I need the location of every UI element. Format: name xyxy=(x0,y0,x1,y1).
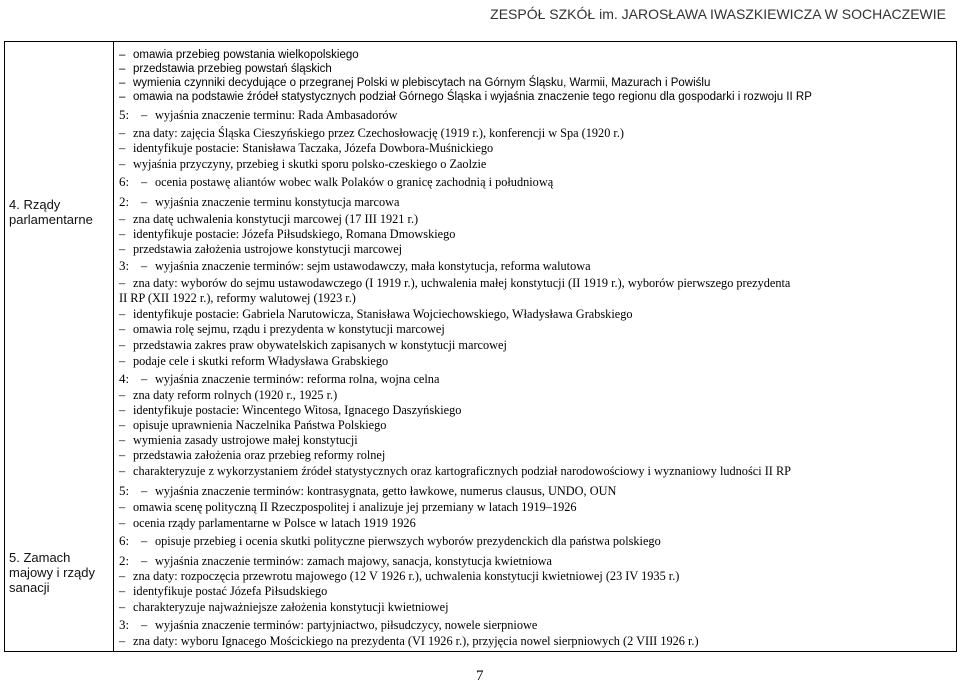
level-number: 4: xyxy=(119,371,130,386)
page-number: 7 xyxy=(476,668,484,684)
requirement-line xyxy=(119,322,445,336)
topic-4-line: 4. Rządy xyxy=(9,197,61,212)
requirement-text: omawia na podstawie źródeł statystycznych podział Górnego Śląska i wyjaśnia znaczenie tego regionu dla gospodarki i rozwoju II RP xyxy=(133,91,812,103)
dash-bullet: – xyxy=(119,227,126,241)
dash-bullet: – xyxy=(119,584,126,598)
topic-column xyxy=(5,42,114,652)
requirement-line xyxy=(119,276,790,290)
requirement-text: przedstawia założenia ustrojowe konstytucji marcowej xyxy=(133,242,403,256)
requirement-line xyxy=(119,600,448,614)
requirement-line xyxy=(119,569,679,583)
requirement-line xyxy=(119,307,633,321)
requirement-line xyxy=(119,157,486,171)
dash-bullet: – xyxy=(119,448,126,462)
dash-bullet: – xyxy=(141,195,148,209)
level-number: 6: xyxy=(119,533,130,548)
dash-bullet: – xyxy=(119,464,126,478)
school-header: ZESPÓŁ SZKÓŁ im. JAROSŁAWA IWASZKIEWICZA W SOCHACZEWIE xyxy=(490,6,946,22)
requirement-text: zna daty: zajęcia Śląska Cieszyńskiego przez Czechosłowację (1919 r.), konferencji w Spa (1920 r.) xyxy=(133,126,625,140)
dash-bullet: – xyxy=(141,554,148,568)
requirement-line xyxy=(119,126,624,140)
topic-4-line: parlamentarne xyxy=(9,212,93,227)
dash-bullet: – xyxy=(119,157,126,171)
dash-bullet: – xyxy=(119,338,126,352)
requirement-text: omawia rolę sejmu, rządu i prezydenta w konstytucji marcowej xyxy=(133,322,445,336)
level-number: 2: xyxy=(119,553,130,568)
requirement-text: wyjaśnia znaczenie terminu: Rada Ambasadorów xyxy=(155,108,398,122)
dash-bullet: – xyxy=(141,372,148,386)
topic-5-line: sanacji xyxy=(9,580,50,595)
requirement-line xyxy=(119,175,553,189)
dash-bullet: – xyxy=(141,484,148,498)
requirement-line xyxy=(119,62,332,76)
requirement-line xyxy=(119,554,552,568)
level-number: 2: xyxy=(119,194,130,209)
requirement-line xyxy=(119,48,359,62)
dash-bullet: – xyxy=(119,307,126,321)
requirement-text: identyfikuje postacie: Stanisława Taczaka, Józefa Dowbora-Muśnickiego xyxy=(133,141,494,155)
requirement-line xyxy=(119,618,537,632)
requirement-text: zna daty: wyborów do sejmu ustawodawczego (I 1919 r.), uchwalenia małej konstytucji (II 1919 r.), wyborów pierwszego prezydenta xyxy=(133,276,791,290)
requirement-line xyxy=(119,634,699,648)
requirement-text: wyjaśnia znaczenie terminu konstytucja marcowa xyxy=(155,195,400,209)
dash-bullet: – xyxy=(119,63,126,75)
requirement-line xyxy=(119,227,455,241)
requirement-text: opisuje uprawnienia Naczelnika Państwa Polskiego xyxy=(133,418,387,432)
dash-bullet: – xyxy=(119,388,126,402)
dash-bullet: – xyxy=(119,516,126,530)
requirement-line xyxy=(119,516,416,530)
dash-bullet: – xyxy=(141,175,148,189)
dash-bullet: – xyxy=(141,108,148,122)
requirement-text: przedstawia założenia oraz przebieg reformy rolnej xyxy=(133,448,386,462)
requirement-text: wyjaśnia znaczenie terminów: kontrasygnata, getto ławkowe, numerus clausus, UNDO, OUN xyxy=(155,484,617,498)
requirement-text: omawia przebieg powstania wielkopolskiego xyxy=(133,49,359,61)
requirement-text: wyjaśnia znaczenie terminów: partyjniactwo, piłsudczycy, nowele sierpniowe xyxy=(155,618,538,632)
dash-bullet: – xyxy=(119,141,126,155)
requirements-column xyxy=(114,42,957,652)
level-number: 6: xyxy=(119,174,130,189)
requirement-line xyxy=(119,403,461,417)
dash-bullet: – xyxy=(119,634,126,648)
dash-bullet: – xyxy=(119,91,126,103)
requirement-line xyxy=(119,212,418,226)
requirement-text: opisuje przebieg i ocenia skutki polityczne pierwszych wyborów prezydenckich dla państwa polskiego xyxy=(155,534,661,548)
dash-bullet: – xyxy=(119,354,126,368)
requirement-line xyxy=(119,291,356,305)
requirement-text: zna daty: wyboru Ignacego Mościckiego na prezydenta (VI 1926 r.), przyjęcia nowel sierpniowych (2 VIII 1926 r.) xyxy=(133,634,699,648)
requirement-text: identyfikuje postacie: Wincentego Witosa, Ignacego Daszyńskiego xyxy=(133,403,462,417)
requirement-line xyxy=(119,141,493,155)
requirement-text: charakteryzuje z wykorzystaniem źródeł statystycznych oraz kartograficznych podział narodowościowy i wyznaniowy ludności II RP xyxy=(133,464,791,478)
requirement-line xyxy=(119,242,402,256)
requirement-text: identyfikuje postacie: Józefa Piłsudskiego, Romana Dmowskiego xyxy=(133,227,456,241)
topic-4-label xyxy=(9,197,93,227)
topic-5-line: majowy i rządy xyxy=(9,565,95,580)
dash-bullet: – xyxy=(119,322,126,336)
requirement-line xyxy=(119,354,388,368)
requirement-text: wyjaśnia znaczenie terminów: reforma rolna, wojna celna xyxy=(155,372,440,386)
requirement-text: charakteryzuje najważniejsze założenia konstytucji kwietniowej xyxy=(133,600,449,614)
topic-5-label xyxy=(9,550,95,595)
requirement-line xyxy=(119,534,661,548)
requirement-text: zna datę uchwalenia konstytucji marcowej (17 III 1921 r.) xyxy=(133,212,419,226)
requirement-text: wymienia czynniki decydujące o przegranej Polski w plebiscytach na Górnym Śląsku, Warmii, Mazurach i Powiślu xyxy=(133,77,711,89)
requirement-line xyxy=(119,418,386,432)
dash-bullet: – xyxy=(119,403,126,417)
requirement-line xyxy=(119,388,337,402)
dash-bullet: – xyxy=(119,600,126,614)
dash-bullet: – xyxy=(119,212,126,226)
requirement-line xyxy=(119,584,327,598)
requirement-line xyxy=(119,90,812,104)
dash-bullet: – xyxy=(119,77,126,89)
requirement-text: zna daty reform rolnych (1920 r., 1925 r.) xyxy=(133,388,338,402)
dash-bullet: – xyxy=(119,569,126,583)
requirement-text: ocenia rządy parlamentarne w Polsce w latach 1919 1926 xyxy=(133,516,416,530)
requirement-line xyxy=(119,338,507,352)
requirement-line xyxy=(119,195,399,209)
level-number: 3: xyxy=(119,617,130,632)
requirement-text: wyjaśnia znaczenie terminów: zamach majowy, sanacja, konstytucja kwietniowa xyxy=(155,554,552,568)
requirement-text: ocenia postawę aliantów wobec walk Polaków o granicę zachodnią i południową xyxy=(155,175,554,189)
requirement-text: omawia scenę polityczną II Rzeczpospolitej i analizuje jej przemiany w latach 1919–1926 xyxy=(133,500,577,514)
requirement-text: wyjaśnia przyczyny, przebieg i skutki sporu polsko-czeskiego o Zaolzie xyxy=(133,157,487,171)
requirement-text: identyfikuje postacie: Gabriela Narutowicza, Stanisława Wojciechowskiego, Władysława Grabskiego xyxy=(133,307,633,321)
topic-5-line: 5. Zamach xyxy=(9,550,71,565)
requirement-text: II RP (XII 1922 r.), reformy walutowej (1923 r.) xyxy=(119,291,356,305)
requirement-text: wyjaśnia znaczenie terminów: sejm ustawodawczy, mała konstytucja, reforma walutowa xyxy=(155,259,591,273)
level-number: 5: xyxy=(119,483,130,498)
requirement-line xyxy=(119,76,710,90)
dash-bullet: – xyxy=(119,49,126,61)
requirement-text: identyfikuje postać Józefa Piłsudskiego xyxy=(133,584,328,598)
dash-bullet: – xyxy=(119,276,126,290)
requirement-line xyxy=(119,448,385,462)
dash-bullet: – xyxy=(119,126,126,140)
requirement-text: podaje cele i skutki reform Władysława Grabskiego xyxy=(133,354,389,368)
requirement-text: wymienia zasady ustrojowe małej konstytucji xyxy=(133,433,358,447)
requirement-line xyxy=(119,433,358,447)
level-number: 5: xyxy=(119,107,130,122)
dash-bullet: – xyxy=(119,242,126,256)
level-number: 3: xyxy=(119,258,130,273)
dash-bullet: – xyxy=(119,433,126,447)
requirement-text: przedstawia przebieg powstań śląskich xyxy=(133,63,332,75)
requirement-line xyxy=(119,500,577,514)
dash-bullet: – xyxy=(141,534,148,548)
dash-bullet: – xyxy=(119,418,126,432)
dash-bullet: – xyxy=(141,618,148,632)
requirement-text: przedstawia zakres praw obywatelskich zapisanych w konstytucji marcowej xyxy=(133,338,507,352)
requirement-line xyxy=(119,464,791,478)
requirement-text: zna daty: rozpoczęcia przewrotu majowego (12 V 1926 r.), uchwalenia konstytucji kwietniowej (23 IV 1935 r.) xyxy=(133,569,680,583)
requirement-line xyxy=(119,484,616,498)
dash-bullet: – xyxy=(119,500,126,514)
curriculum-table xyxy=(4,41,957,652)
dash-bullet: – xyxy=(141,259,148,273)
requirement-line xyxy=(119,372,439,386)
requirement-line xyxy=(119,259,591,273)
requirement-line xyxy=(119,108,397,122)
